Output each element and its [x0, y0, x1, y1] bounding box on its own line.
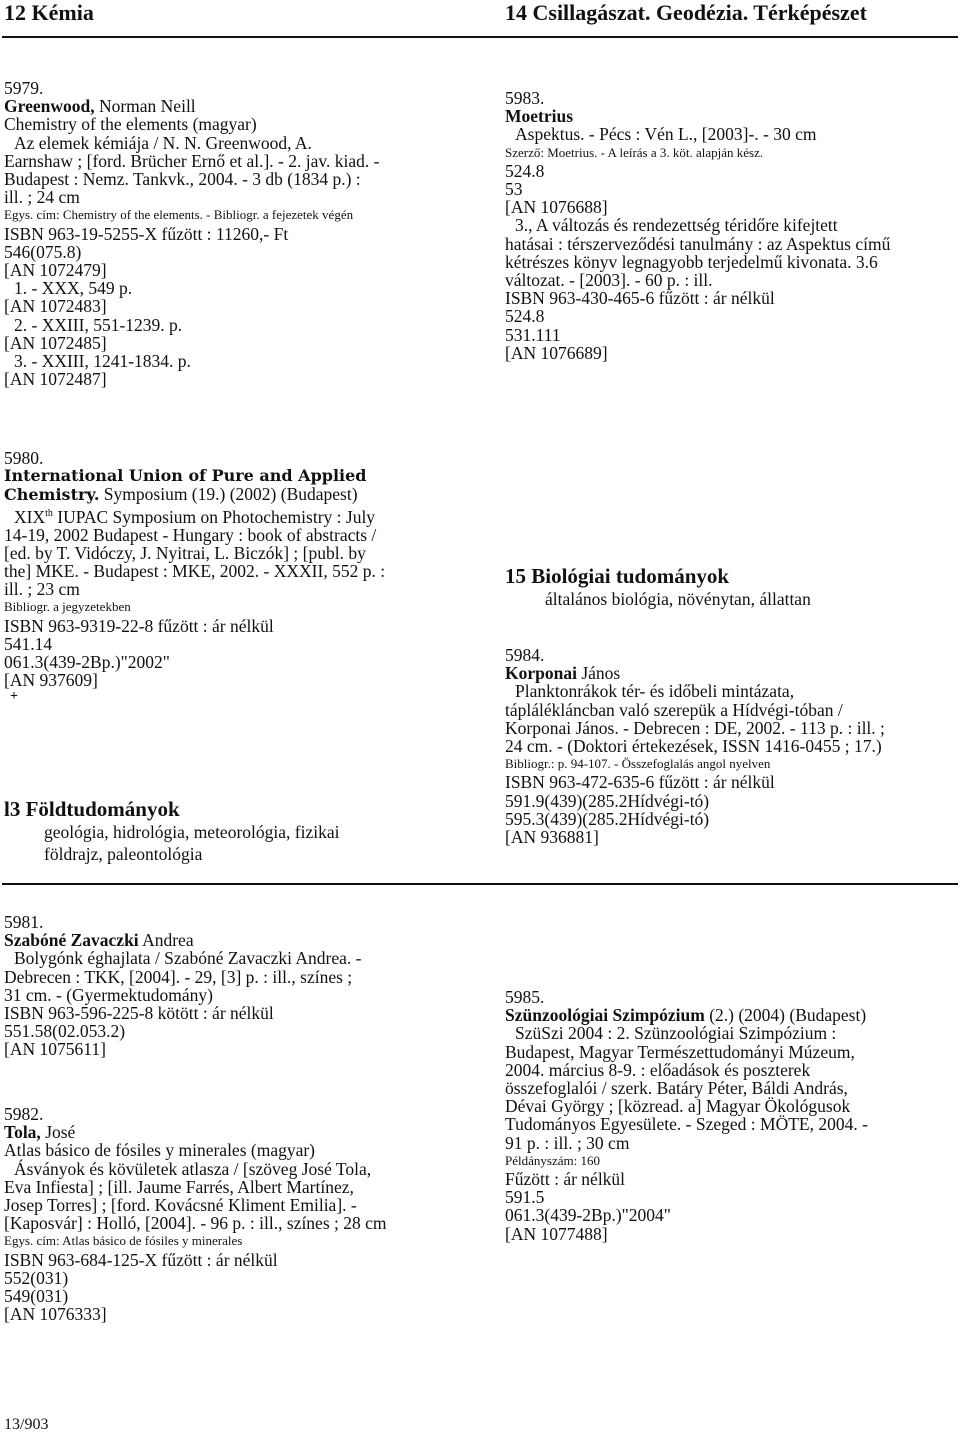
entry-line: Budapest, Magyar Természettudományi Múzeum, [505, 1041, 855, 1062]
entry-author: Szabóné Zavaczki Andrea [4, 930, 194, 951]
section-subtitle: általános biológia, növénytan, állattan [545, 589, 811, 609]
entry-line: változat. - [2003]. - 60 p. : ill. [505, 270, 713, 291]
entry-title: Bolygónk éghajlata / Szabóné Zavaczki Andrea. - [14, 948, 362, 969]
entry-udc: 546(075.8) [4, 241, 82, 262]
entry-isbn: ISBN 963-472-635-6 fűzött : ár nélkül [505, 772, 775, 793]
entry-udc: 524.8 [505, 160, 545, 181]
entry-author: Korponai János [505, 663, 621, 684]
entry-line: ill. ; 24 cm [4, 187, 80, 208]
entry-line: Eva Infiesta] ; [ill. Jaume Farrés, Albert Martínez, [4, 1176, 354, 1197]
entry-line: Atlas básico de fósiles y minerales (magyar) [4, 1140, 316, 1161]
entry-line: összefoglalói / szerk. Batáry Péter, Báldi András, [505, 1078, 848, 1099]
section-subtitle: geológia, hidrológia, meteorológia, fizikai [44, 822, 340, 842]
entry-line: Az elemek kémiája / N. N. Greenwood, A. [14, 132, 312, 153]
entry-title: Planktonrákok tér- és időbeli mintázata, [515, 681, 795, 702]
section-rule [2, 883, 958, 885]
entry-an: [AN 937609] [4, 670, 98, 691]
entry-an: [AN 1072485] [4, 332, 107, 353]
entry-an: [AN 936881] [505, 827, 599, 848]
entry-isbn: ISBN 963-430-465-6 fűzött : ár nélkül [505, 288, 775, 309]
entry-title: SzüSzi 2004 : 2. Szünzoológiai Szimpózium : [515, 1023, 837, 1044]
entry-udc: 531.111 [505, 324, 561, 345]
entry-line: [Kaposvár] : Holló, [2004]. - 96 p. : ill., színes ; 28 cm [4, 1213, 387, 1234]
entry-number: 5981. [4, 912, 44, 932]
entry-udc: 552(031) [4, 1267, 69, 1288]
entry-line: Chemistry. Symposium (19.) (2002) (Budapest) [4, 484, 358, 505]
right-running-head: 14 Csillagászat. Geodézia. Térképészet [505, 0, 867, 25]
entry-line: hatásai : térszerveződési tanulmány : az Aspektus című [505, 233, 891, 254]
entry-an: [AN 1072479] [4, 260, 107, 281]
entry-an: [AN 1076688] [505, 197, 608, 218]
entry-line: the] MKE. - Budapest : MKE, 2002. - XXXII, 552 p. : [4, 561, 386, 582]
entry-volume: 2. - XXIII, 551-1239. p. [14, 314, 183, 335]
entry-udc: 591.9(439)(285.2Hídvégi-tó) [505, 790, 710, 811]
entry-volume: 3. - XXIII, 1241-1834. p. [14, 351, 191, 372]
entry-volume: 3., A változás és rendezettség téridőre kifejtett [515, 215, 838, 236]
entry-author: Tola, José [4, 1122, 76, 1143]
entry-an: [AN 1076333] [4, 1304, 107, 1325]
entry-title: Aspektus. - Pécs : Vén L., [2003]-. - 30 cm [515, 124, 817, 145]
entry-5982 [4, 1105, 387, 1323]
entry-author: Szünzoológiai Szimpózium (2.) (2004) (Budapest) [505, 1005, 867, 1026]
entry-author: Moetrius [505, 106, 574, 127]
entry-line: [ed. by T. Vidóczy, J. Nyitrai, L. Biczók] ; [publ. by [4, 542, 366, 563]
entry-5980 [4, 449, 385, 689]
entry-binding: Fűzött : ár nélkül [505, 1169, 626, 1190]
entry-number: 5982. [4, 1104, 44, 1124]
entry-note: Egys. cím: Atlas básico de fósiles y minerales [4, 1233, 243, 1249]
entry-udc: 061.3(439-2Bp.)"2002" [4, 652, 170, 673]
entry-number: 5983. [505, 88, 545, 108]
cross-mark: + [10, 689, 18, 704]
entry-5984 [505, 646, 885, 846]
entry-isbn: ISBN 963-9319-22-8 fűzött : ár nélkül [4, 615, 274, 636]
entry-line: táplálékláncban való szerepük a Hídvégi-tóban / [505, 699, 843, 720]
entry-isbn: ISBN 963-19-5255-X fűzött : 11260,- Ft [4, 223, 289, 244]
entry-line: Debrecen : TKK, [2004]. - 29, [3] p. : ill., színes ; [4, 966, 353, 987]
section-title: l3 Földtudományok [4, 797, 180, 821]
entry-line: Korponai János. - Debrecen : DE, 2002. - 113 p. : ill. ; [505, 717, 885, 738]
entry-udc: 549(031) [4, 1286, 69, 1307]
entry-volume: 1. - XXX, 549 p. [14, 278, 133, 299]
entry-udc: 541.14 [4, 633, 53, 654]
entry-line: kétrészes könyv legnagyobb terjedelmű kivonata. 3.6 [505, 251, 878, 272]
page-number: 13/903 [4, 1416, 49, 1433]
entry-line: Tudományos Egyesülete. - Szeged : MÖTE, 2004. - [505, 1114, 868, 1135]
entry-note: Szerző: Moetrius. - A leírás a 3. köt. alapján kész. [505, 144, 764, 160]
entry-line: 91 p. : ill. ; 30 cm [505, 1132, 630, 1153]
entry-isbn: ISBN 963-596-225-8 kötött : ár nélkül [4, 1003, 274, 1024]
entry-number: 5985. [505, 987, 545, 1007]
entry-an: [AN 1076689] [505, 342, 608, 363]
left-running-head: 12 Kémia [4, 0, 94, 25]
entry-title: XIXth IUPAC Symposium on Photochemistry : July [14, 506, 376, 527]
entry-udc: 53 [505, 179, 523, 200]
entry-number: 5984. [505, 645, 545, 665]
entry-an: [AN 1072483] [4, 296, 107, 317]
entry-note: Bibliogr.: p. 94-107. - Összefoglalás angol nyelven [505, 756, 771, 772]
entry-line: Josep Torres] ; [ford. Kovácsné Kliment Emilia]. - [4, 1195, 357, 1216]
section-13 [4, 797, 339, 865]
entry-udc: 591.5 [505, 1187, 545, 1208]
entry-note: Egys. cím: Chemistry of the elements. - Bibliogr. a fejezetek végén [4, 207, 354, 223]
entry-an: [AN 1077488] [505, 1223, 608, 1244]
entry-line: Dévai György ; [közread. a] Magyar Ökológusok [505, 1096, 851, 1117]
entry-note: Példányszám: 160 [505, 1152, 600, 1168]
header-rule [2, 36, 958, 38]
entry-line: 24 cm. - (Doktori értekezések, ISSN 1416-0455 ; 17.) [505, 736, 882, 757]
entry-an: [AN 1075611] [4, 1039, 106, 1060]
entry-line: Chemistry of the elements (magyar) [4, 114, 257, 135]
entry-author: Greenwood, Norman Neill [4, 96, 196, 117]
section-subtitle: földrajz, paleontológia [44, 844, 203, 864]
entry-line: 2004. március 8-9. : előadások és poszterek [505, 1059, 811, 1080]
entry-udc: 061.3(439-2Bp.)"2004" [505, 1205, 671, 1226]
entry-number: 5979. [4, 78, 44, 98]
entry-note: Bibliogr. a jegyzetekben [4, 599, 131, 615]
section-title: 15 Biológiai tudományok [505, 564, 730, 588]
entry-line: Earnshaw ; [ford. Brücher Ernő et al.]. - 2. jav. kiad. - [4, 150, 380, 171]
entry-an: [AN 1072487] [4, 369, 107, 390]
entry-udc: 595.3(439)(285.2Hídvégi-tó) [505, 808, 710, 829]
entry-title: Ásványok és kövületek atlasza / [szöveg José Tola, [14, 1158, 372, 1179]
entry-line: 31 cm. - (Gyermektudomány) [4, 984, 213, 1005]
entry-5983 [505, 89, 890, 362]
entry-udc: 551.58(02.053.2) [4, 1021, 126, 1042]
entry-5979 [4, 79, 379, 388]
section-15 [505, 564, 811, 610]
entry-udc: 524.8 [505, 306, 545, 327]
entry-number: 5980. [4, 448, 44, 468]
entry-5981 [4, 913, 361, 1059]
entry-line: Budapest : Nemz. Tankvk., 2004. - 3 db (1834 p.) : [4, 169, 361, 190]
entry-line: 14-19, 2002 Budapest - Hungary : book of abstracts / [4, 524, 377, 545]
entry-line: ill. ; 23 cm [4, 579, 80, 600]
entry-5985 [505, 988, 868, 1243]
entry-author: International Union of Pure and Applied [4, 466, 367, 486]
entry-isbn: ISBN 963-684-125-X fűzött : ár nélkül [4, 1249, 278, 1270]
